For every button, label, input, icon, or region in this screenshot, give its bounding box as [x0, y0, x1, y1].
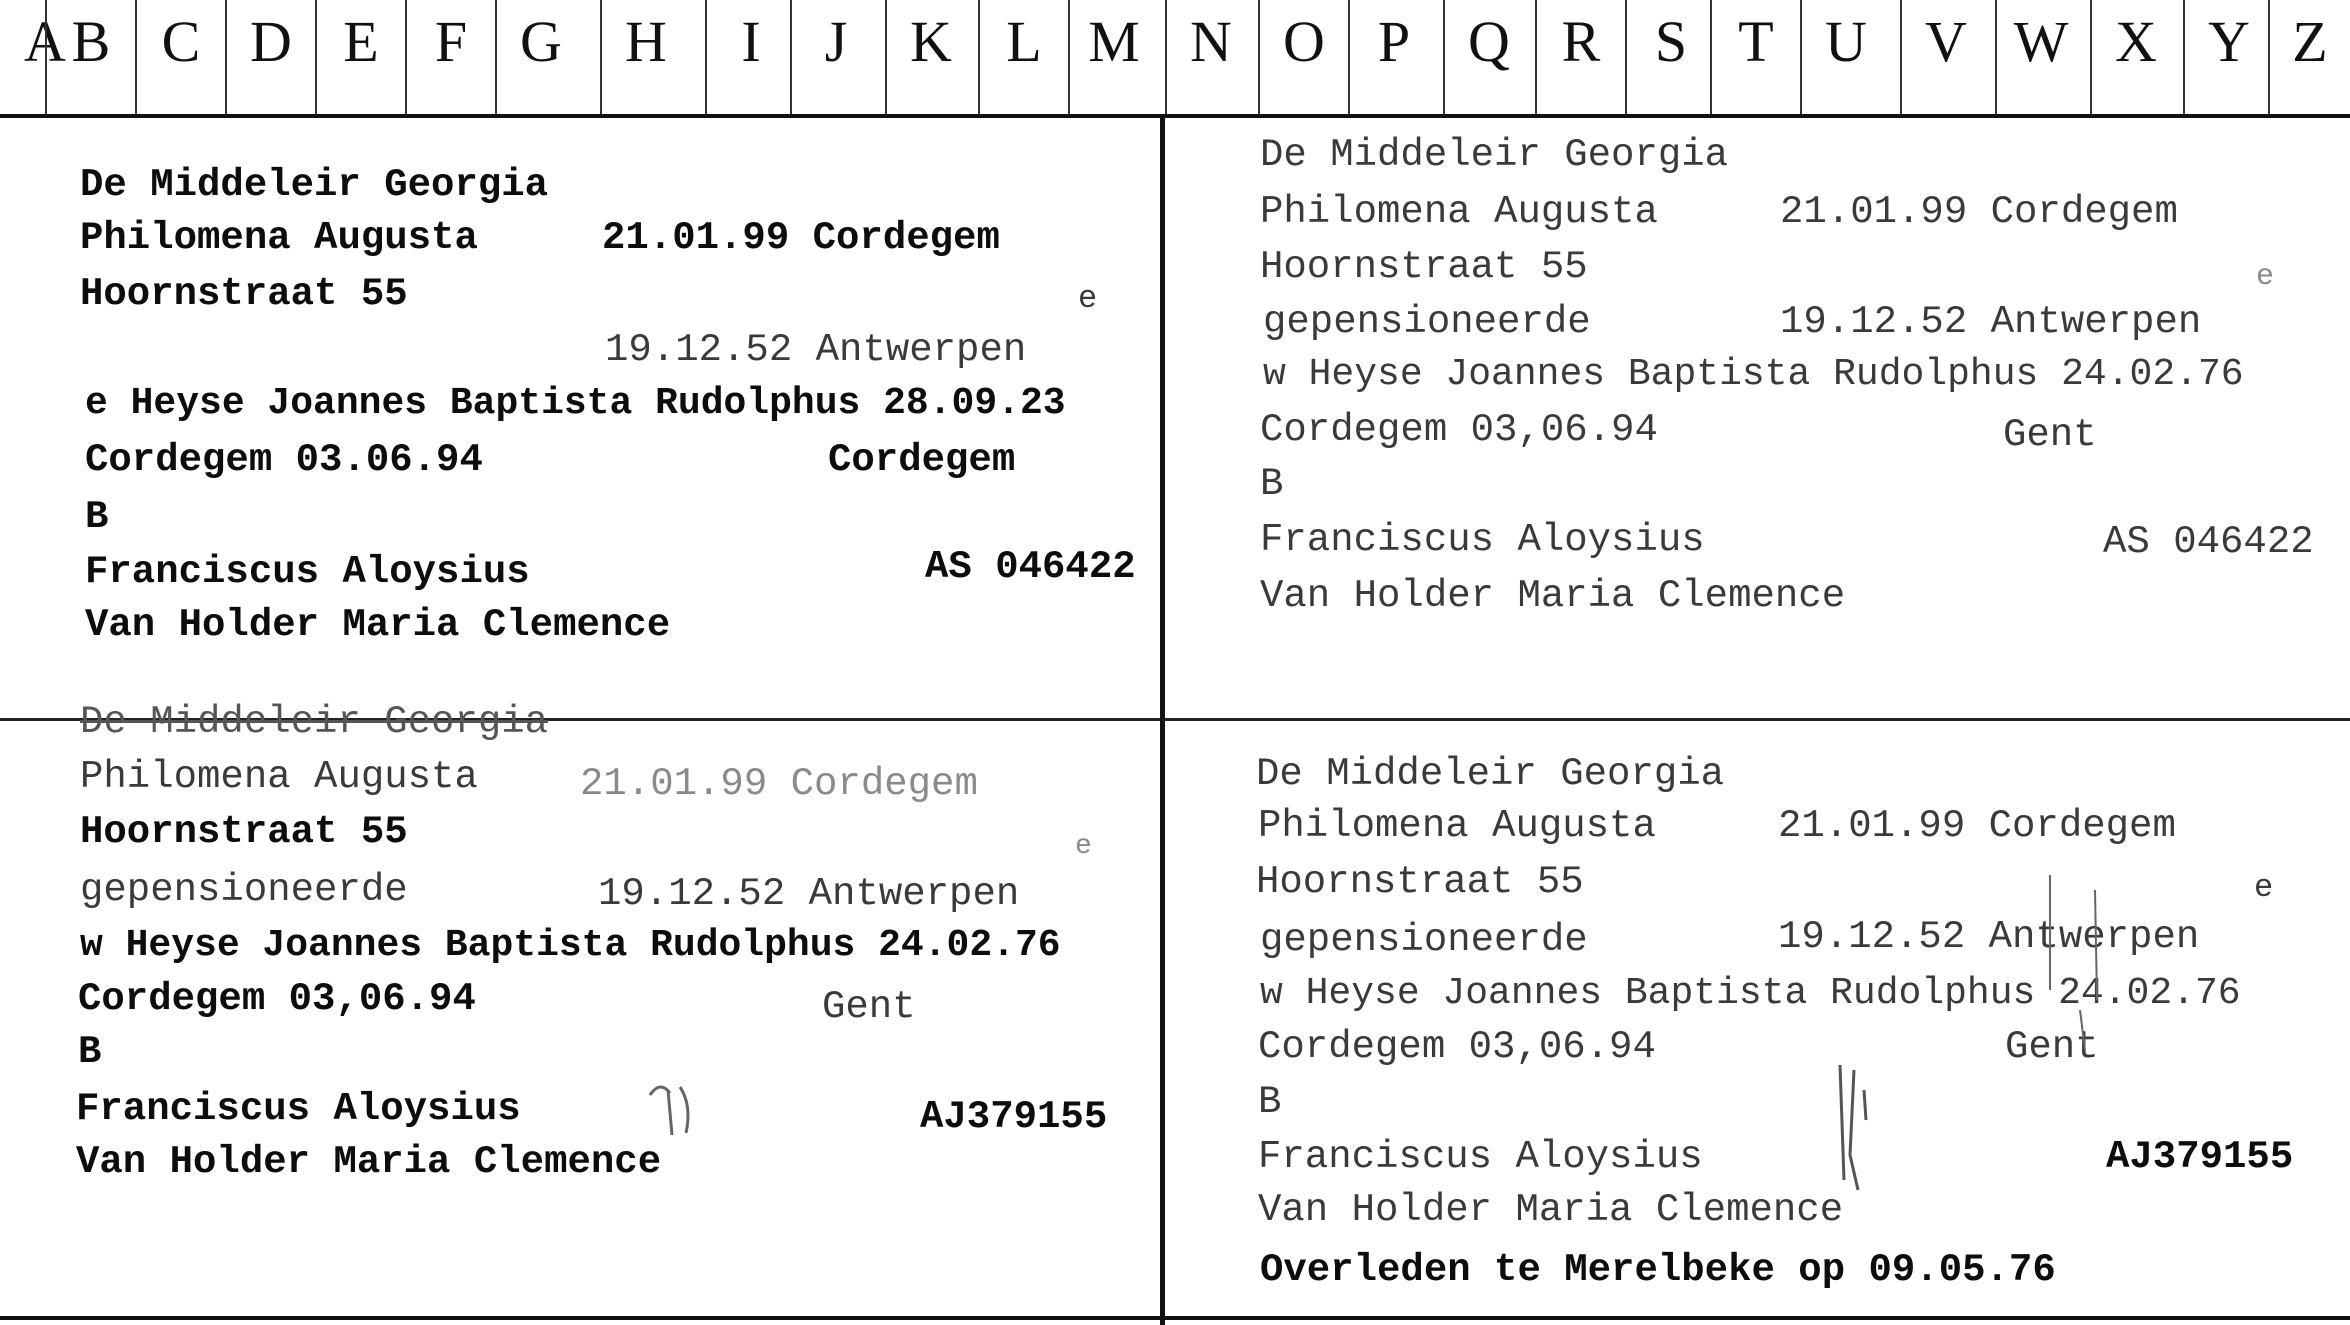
address: Hoornstraat 55: [1256, 860, 1584, 904]
index-letter-label: X: [2115, 9, 2157, 74]
index-letter-i: [705, 0, 795, 114]
bottom-edge-right: [1165, 1316, 2350, 1320]
index-letter-label: R: [1561, 9, 1601, 74]
category-mark: B: [1258, 1080, 1282, 1124]
index-letter-s: [1625, 0, 1715, 114]
index-letter-k: [885, 0, 975, 114]
surname-line: De Middeleir Georgia: [1256, 752, 1725, 796]
death-record-line: Overleden te Merelbeke op 09.05.76: [1260, 1248, 2056, 1292]
given-names: Philomena Augusta: [80, 755, 478, 799]
id-number: AS 046422: [925, 545, 1136, 589]
index-letter-r: [1535, 0, 1625, 114]
index-letter-f: [405, 0, 495, 114]
marriage-date-place: 19.12.52 Antwerpen: [605, 328, 1027, 372]
index-letter-label: S: [1654, 9, 1688, 74]
index-letter-label: U: [1825, 9, 1867, 74]
mother-name: Van Holder Maria Clemence: [1260, 574, 1846, 618]
registration-place: Cordegem: [828, 438, 1016, 482]
father-names: Franciscus Aloysius: [85, 550, 530, 594]
index-letter-d: [225, 0, 315, 114]
category-mark: B: [78, 1030, 102, 1074]
index-letter-label: B: [71, 9, 111, 74]
father-names: Franciscus Aloysius: [1260, 518, 1705, 562]
index-letter-label: I: [741, 9, 761, 74]
birth-date-place: 21.01.99 Cordegem: [1778, 804, 2176, 848]
address: Hoornstraat 55: [80, 272, 408, 316]
spouse-line: e Heyse Joannes Baptista Rudolphus 28.09.23: [85, 382, 1066, 425]
id-number: AJ379155: [920, 1095, 1108, 1139]
birth-date-place: 21.01.99 Cordegem: [580, 762, 978, 806]
registration-place: Gent: [2005, 1025, 2099, 1069]
index-letter-label: F: [434, 9, 468, 74]
occupation: gepensioneerde: [1263, 300, 1591, 344]
index-letter-e: [315, 0, 405, 114]
margin-mark: e: [2254, 869, 2274, 906]
index-letter-x: [2090, 0, 2180, 114]
margin-mark: e: [1075, 831, 1092, 862]
surname-line: De Middeleir Georgia: [80, 700, 549, 744]
alphabet-baseline: [0, 114, 2350, 118]
index-letter-o: [1258, 0, 1348, 114]
index-letter-g: [495, 0, 585, 114]
index-letter-n: [1165, 0, 1255, 114]
index-letter-label: C: [161, 9, 201, 74]
handwritten-scribble: [640, 1075, 710, 1145]
category-mark: B: [85, 495, 109, 539]
given-names: Philomena Augusta: [1258, 804, 1656, 848]
marriage-date-place: 19.12.52 Antwerpen: [1780, 300, 2202, 344]
registration-line: Cordegem 03,06.94: [78, 977, 476, 1021]
registration-line: Cordegem 03,06.94: [1258, 1025, 1656, 1069]
id-number: AJ379155: [2106, 1135, 2294, 1179]
index-letter-v: [1900, 0, 1990, 114]
index-letter-label: T: [1738, 9, 1774, 74]
index-letter-label: Z: [2292, 9, 2328, 74]
vertical-divider: [1160, 118, 1165, 1325]
birth-date-place: 21.01.99 Cordegem: [602, 216, 1000, 260]
mother-name: Van Holder Maria Clemence: [85, 603, 671, 647]
index-letter-label: Y: [2208, 9, 2250, 74]
marriage-date-place: 19.12.52 Antwerpen: [1778, 915, 2200, 959]
handwritten-scribble: [1820, 1060, 1880, 1200]
id-number: AS 046422: [2103, 520, 2314, 564]
registration-place: Gent: [2003, 413, 2097, 457]
surname-line: De Middeleir Georgia: [80, 163, 549, 207]
index-letter-label: P: [1377, 9, 1411, 74]
index-letter-w: [1995, 0, 2085, 114]
bottom-edge-left: [0, 1316, 1160, 1320]
index-letter-label: J: [824, 9, 848, 74]
index-letter-label: E: [343, 9, 379, 74]
birth-date-place: 21.01.99 Cordegem: [1780, 190, 2178, 234]
index-letter-label: W: [2013, 9, 2069, 74]
pen-correction-strokes: [2035, 870, 2115, 1060]
index-letter-h: [600, 0, 690, 114]
index-letter-label: L: [1006, 9, 1042, 74]
index-letter-y: [2183, 0, 2273, 114]
registration-line: Cordegem 03,06.94: [1260, 408, 1658, 452]
index-letter-label: V: [1925, 9, 1967, 74]
index-letter-t: [1710, 0, 1800, 114]
index-letter-z: [2268, 0, 2350, 114]
index-letter-label: D: [250, 9, 292, 74]
index-letter-l: [978, 0, 1068, 114]
father-names: Franciscus Aloysius: [76, 1087, 521, 1131]
father-names: Franciscus Aloysius: [1258, 1135, 1703, 1179]
spouse-line: w Heyse Joannes Baptista Rudolphus 24.02.76: [80, 924, 1061, 967]
spouse-line: w Heyse Joannes Baptista Rudolphus 24.02.76: [1260, 972, 2241, 1015]
mother-name: Van Holder Maria Clemence: [76, 1140, 662, 1184]
occupation: gepensioneerde: [80, 868, 408, 912]
index-letter-j: [790, 0, 880, 114]
marriage-date-place: 19.12.52 Antwerpen: [598, 872, 1020, 916]
margin-mark: e: [2256, 260, 2275, 294]
index-letter-label: A: [24, 9, 66, 74]
given-names: Philomena Augusta: [1260, 190, 1658, 234]
margin-mark: e: [1078, 280, 1098, 317]
registration-place: Gent: [822, 985, 916, 1029]
horizontal-divider-right: [1165, 718, 2350, 721]
index-letter-label: H: [625, 9, 667, 74]
index-letter-label: O: [1283, 9, 1325, 74]
mother-name: Van Holder Maria Clemence: [1258, 1188, 1844, 1232]
index-letter-label: M: [1088, 9, 1140, 74]
index-letter-label: N: [1190, 9, 1232, 74]
category-mark: B: [1260, 462, 1284, 506]
surname-line: De Middeleir Georgia: [1260, 133, 1729, 177]
address: Hoornstraat 55: [80, 810, 408, 854]
alphabet-index-strip: [0, 0, 2350, 118]
index-letter-label: G: [520, 9, 562, 74]
spouse-line: w Heyse Joannes Baptista Rudolphus 24.02.76: [1263, 353, 2244, 396]
index-letter-label: Q: [1468, 9, 1510, 74]
index-letter-u: [1800, 0, 1890, 114]
index-letter-q: [1443, 0, 1533, 114]
occupation: gepensioneerde: [1260, 918, 1588, 962]
index-letter-m: [1068, 0, 1158, 114]
index-letter-label: K: [910, 9, 952, 74]
index-letter-b: [45, 0, 135, 114]
registration-line: Cordegem 03.06.94: [85, 438, 483, 482]
address: Hoornstraat 55: [1260, 245, 1588, 289]
given-names: Philomena Augusta: [80, 216, 478, 260]
index-letter-c: [135, 0, 225, 114]
index-letter-p: [1348, 0, 1438, 114]
